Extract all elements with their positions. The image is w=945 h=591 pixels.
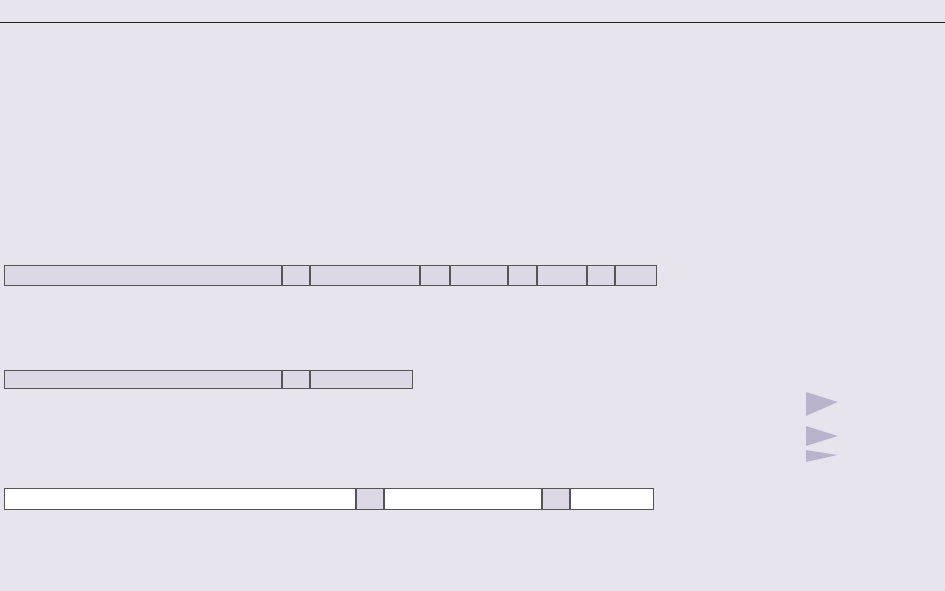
- s12-header-ka4: [587, 265, 615, 286]
- s12-header-ka: [282, 265, 310, 286]
- s13-header-name: [4, 370, 282, 389]
- s14-afm-field[interactable]: [384, 488, 542, 510]
- s13-header-ka: [282, 370, 310, 389]
- s12-header-area: [537, 265, 587, 286]
- arrow-child-2: [806, 426, 838, 446]
- s14-code-b: [542, 488, 570, 510]
- s13-header-afm: [310, 370, 413, 389]
- s12-header-ka3: [508, 265, 537, 286]
- s12-header-name: [4, 265, 282, 286]
- s14-extra-field[interactable]: [570, 488, 654, 510]
- header-divider: [0, 22, 945, 23]
- children-arrows: [800, 386, 930, 476]
- arrow-child-1: [806, 392, 838, 416]
- s14-code-a: [356, 488, 384, 510]
- s14-name-field[interactable]: [4, 488, 356, 510]
- s12-header-filoxenia: [450, 265, 508, 286]
- s12-header-ka2: [420, 265, 450, 286]
- s12-header-months: [615, 265, 657, 286]
- arrow-child-3: [806, 450, 838, 462]
- s12-header-afm: [310, 265, 420, 286]
